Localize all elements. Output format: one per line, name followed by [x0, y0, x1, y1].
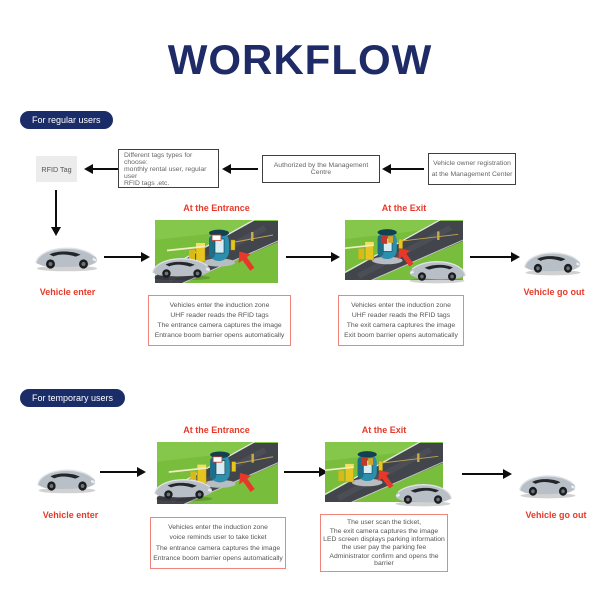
- arrow-right-icon: [104, 256, 142, 258]
- vehicle-go-out-car-regular: [522, 245, 584, 276]
- arrow-down-icon: [55, 190, 57, 228]
- vehicle-enter-car-regular: [33, 240, 101, 272]
- entrance-label-regular: At the Entrance: [183, 203, 250, 213]
- text-line: Vehicle owner registration: [433, 160, 511, 167]
- text-line: Vehicles enter the induction zone: [351, 302, 451, 309]
- arrow-right-icon: [470, 256, 512, 258]
- arrow-right-icon: [286, 256, 332, 258]
- text-line: Administrator confirm and opens the barrier: [329, 552, 439, 567]
- text-line: the user pay the parking fee: [341, 544, 427, 552]
- entrance-steps-box-regular: [148, 295, 291, 346]
- text-line: Exit boom barrier opens automatically: [344, 332, 458, 339]
- arrow-right-icon: [100, 471, 138, 473]
- exit-label-regular: At the Exit: [381, 203, 427, 213]
- vehicle-enter-label-temporary: Vehicle enter: [42, 510, 99, 520]
- registration-box: [428, 153, 516, 185]
- entrance-label-temporary: At the Entrance: [183, 425, 250, 435]
- text-line: The user scan the ticket,: [346, 519, 422, 527]
- text-line: Vehicles enter the induction zone: [169, 302, 270, 309]
- authorized-box: Authorized by the Management Centre: [262, 155, 380, 183]
- vehicle-enter-car-temporary: [35, 462, 99, 494]
- entrance-scene-car-temporary: [152, 472, 216, 502]
- text-line: Entrance boom barrier opens automatically: [154, 332, 285, 339]
- entrance-scene-car-regular: [150, 251, 214, 281]
- text-line: monthly rental user, regular user: [124, 166, 207, 180]
- text-line: Entrance boom barrier opens automatically: [153, 554, 283, 562]
- text-line: LED screen displays parking information: [323, 535, 445, 543]
- arrow-right-icon: [462, 473, 504, 475]
- text-line: The entrance camera captures the image: [155, 544, 281, 552]
- text-line: The exit camera captures the image: [329, 527, 439, 535]
- rfid-tag-box: RFID Tag: [36, 156, 77, 182]
- text-line: Vehicles enter the induction zone: [168, 524, 268, 532]
- text-line: Different tags types for choose:: [124, 152, 193, 166]
- arrow-left-icon: [230, 168, 258, 170]
- vehicle-go-out-car-temporary: [517, 468, 579, 499]
- entrance-steps-box-temporary: [150, 517, 286, 569]
- exit-scene-car-temporary: [392, 477, 454, 507]
- text-line: UHF reader reads the RFID tags: [170, 312, 269, 319]
- page-title: WORKFLOW: [167, 36, 433, 83]
- arrow-right-icon: [284, 471, 320, 473]
- text-line: at the Management Center: [431, 171, 513, 178]
- exit-steps-box-regular: [338, 295, 464, 346]
- exit-label-temporary: At the Exit: [361, 425, 407, 435]
- exit-scene-car-regular: [406, 254, 468, 284]
- text-line: UHF reader reads the RFID tags: [351, 312, 451, 319]
- section-label-temporary: For temporary users: [20, 389, 125, 407]
- arrow-left-icon: [390, 168, 424, 170]
- vehicle-enter-label-regular: Vehicle enter: [39, 287, 96, 297]
- tag-types-box: [118, 149, 219, 188]
- section-label-regular: For regular users: [20, 111, 113, 129]
- text-line: The entrance camera captures the image: [157, 322, 282, 329]
- text-line: RFID tags .etc.: [124, 180, 170, 187]
- exit-steps-box-temporary: [320, 514, 448, 572]
- vehicle-go-out-label-regular: Vehicle go out: [523, 287, 585, 297]
- vehicle-go-out-label-temporary: Vehicle go out: [525, 510, 587, 520]
- text-line: voice reminds user to take ticket: [169, 534, 267, 542]
- text-line: The exit camera captures the image: [346, 322, 456, 329]
- arrow-left-icon: [92, 168, 118, 170]
